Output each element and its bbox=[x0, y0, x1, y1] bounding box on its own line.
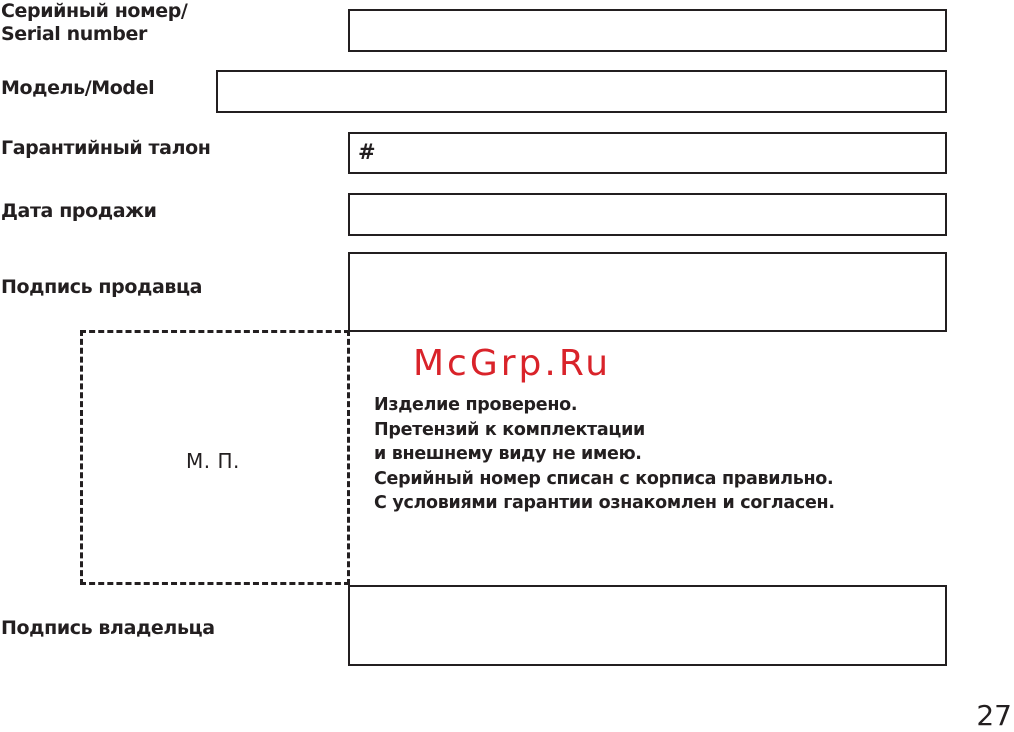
serial-number-label bbox=[1, 0, 187, 46]
warranty-coupon-label: Гарантийный талон bbox=[1, 137, 211, 159]
statement-line: Серийный номер списан с корписа правильно. bbox=[374, 468, 834, 489]
warranty-coupon-hash: # bbox=[358, 140, 376, 164]
stamp-label: М. П. bbox=[186, 449, 240, 473]
owner-signature-field[interactable] bbox=[348, 585, 947, 666]
statement-line: С условиями гарантии ознакомлен и согласен. bbox=[374, 493, 835, 513]
model-field[interactable] bbox=[216, 70, 947, 113]
statement-line: Изделие проверено. bbox=[374, 395, 578, 415]
serial-number-label-ru: Серийный номер/ bbox=[1, 0, 188, 22]
seller-signature-label: Подпись продавца bbox=[1, 276, 203, 298]
serial-number-label-en: Serial number bbox=[1, 23, 147, 45]
watermark-logo: McGrp.Ru bbox=[413, 343, 612, 384]
model-label: Модель/Model bbox=[1, 77, 155, 99]
sale-date-field[interactable] bbox=[348, 193, 947, 236]
sale-date-label: Дата продажи bbox=[1, 200, 157, 222]
serial-number-field[interactable] bbox=[348, 9, 947, 52]
statement-line: и внешнему виду не имею. bbox=[374, 444, 642, 464]
owner-statement bbox=[374, 393, 835, 516]
statement-line: Претензий к комплектации bbox=[374, 419, 646, 440]
seller-signature-field[interactable] bbox=[348, 252, 947, 332]
warranty-coupon-field[interactable] bbox=[348, 132, 947, 174]
owner-signature-label: Подпись владельца bbox=[1, 617, 215, 639]
page-number: 27 bbox=[976, 699, 1012, 732]
